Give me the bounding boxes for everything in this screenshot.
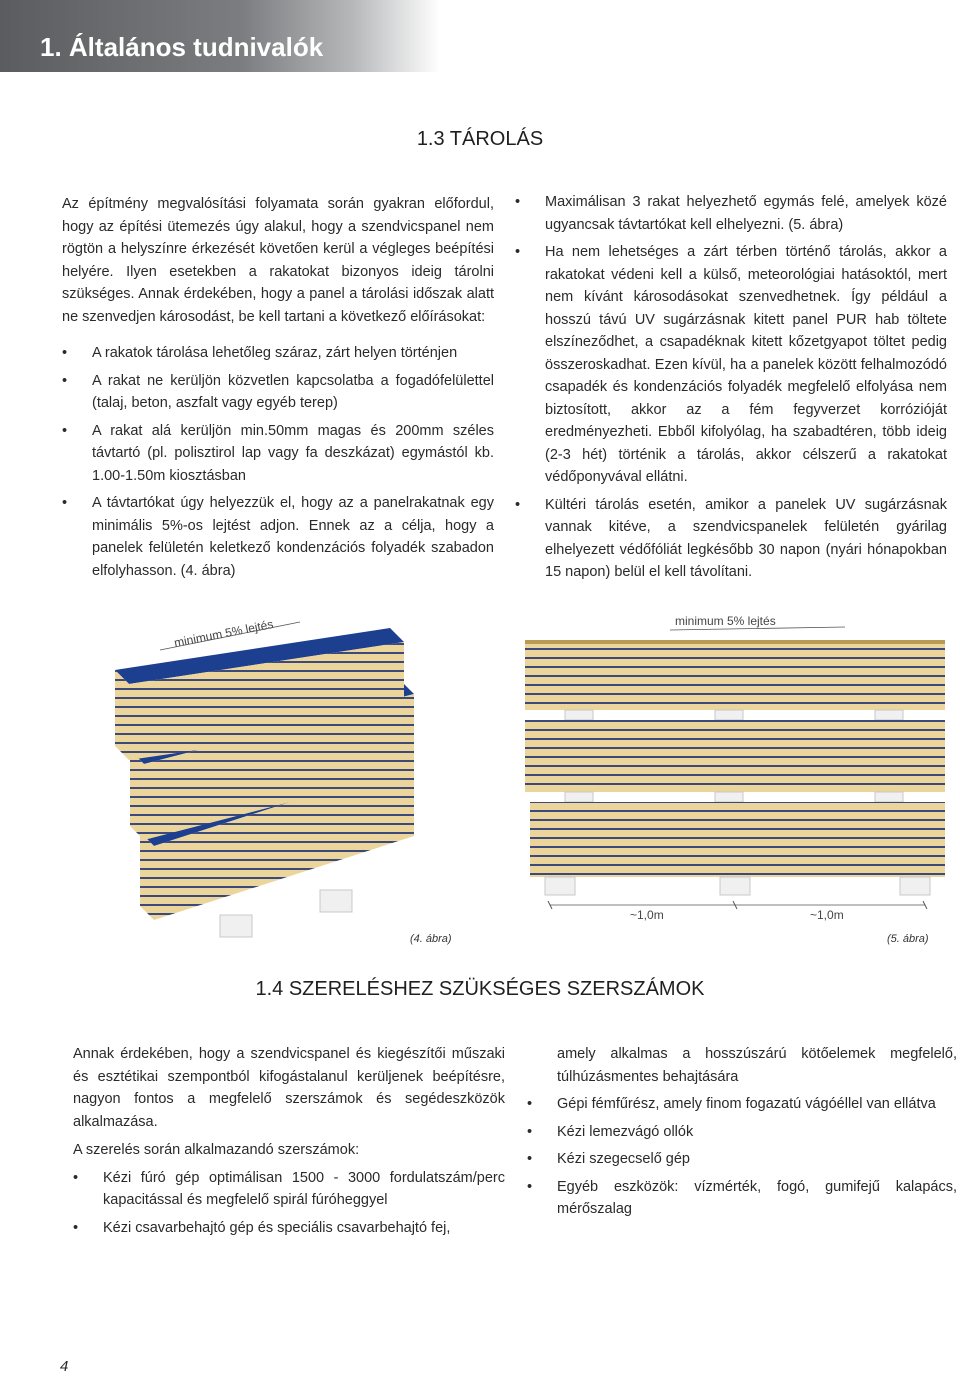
list-item: • Kézi csavarbehajtó gép és speciális csavarbehajtó fej, xyxy=(73,1217,505,1240)
bullet-icon: • xyxy=(73,1219,79,1236)
list-item: • A rakat alá kerüljön min.50mm magas és 200mm széles távtartó (pl. polisztirol lap vagy fa deszkázat) egymástól kb. 1.00-1.50m kiosztásban xyxy=(62,420,494,488)
page-number: 4 xyxy=(60,1358,69,1375)
fig4-slope-label: minimum 5% lejtés xyxy=(172,616,275,650)
storage-right-column xyxy=(515,191,947,584)
tools-intro-2: A szerelés során alkalmazandó szerszámok: xyxy=(73,1142,360,1158)
tools-right-list xyxy=(527,1093,957,1221)
tools-left-list xyxy=(73,1167,505,1240)
storage-left-column xyxy=(62,193,494,582)
section-title-storage: 1.3 TÁROLÁS xyxy=(416,128,544,150)
storage-right-list xyxy=(515,191,947,584)
list-item: • A távtartókat úgy helyezzük el, hogy az a panelrakatnak egy minimális 5%-os lejtést adjon. Ennek az a célja, hogy a panelek felületén keletkező kondenzációs folyadék szabadon elfolyhasson. (4. ábra) xyxy=(62,492,494,582)
fig4-caption: (4. ábra) xyxy=(410,933,452,945)
fig5-dim-2: ~1,0m xyxy=(810,908,844,922)
list-item: • Egyéb eszközök: vízmérték, fogó, gumifejű kalapács, mérőszalag xyxy=(527,1176,957,1221)
bullet-icon: • xyxy=(62,422,68,439)
chapter-title: 1. Általános tudnivalók xyxy=(40,32,324,62)
list-item: • Kézi szegecselő gép xyxy=(527,1148,957,1171)
figure-4-illustration xyxy=(100,600,480,940)
storage-left-list xyxy=(62,342,494,582)
tools-left-column xyxy=(73,1043,505,1239)
fig5-slope-label: minimum 5% lejtés xyxy=(675,614,776,628)
bullet-icon: • xyxy=(515,496,521,513)
bullet-icon: • xyxy=(515,194,521,210)
list-item: • Ha nem lehetséges a zárt térben történő tárolás, akkor a rakatokat védeni kell a külső, meteorológiai hatásoktól, mert nem kívánt károsodásokat szenvedhetnek. Így például a hosszú távú UV sugárzásnak kitett panel PUR hab töltete elszíneződhet, a csapadéknak kitett kőzetgyapot töltet pedig összeroskadhat. Ezen kívül, ha a panelek között felhalmozódó csapadék és kondenzációs folyadék megfelelő elfolyása nem biztosított, akkor az a fém fegyverzet korrózióját eredményezheti. Ebből kifolyólag, ha szabadtéren, több ideig (2-3 hét) történik a tárolás, akkor célszerű a rakatokat védőponyvával ellátni. xyxy=(515,241,947,489)
tools-intro: Annak érdekében, hogy a szendvicspanel és kiegészítői műszaki és esztétikai szempontból kifogástalanul kerüljenek beépítésre, nagyon fontos a megfelelő szerszámok és segédeszközök alkalmazása. xyxy=(73,1046,505,1130)
figure-5-illustration xyxy=(515,605,955,925)
list-item: • Kültéri tárolás esetén, amikor a panelek UV sugárzásnak vannak kitéve, a szendvicspanelek felületén gyárilag elhelyezett védőfóliát legkésőbb 30 napon (nyári hónapokban 15 napon) belül el kell távolítani. xyxy=(515,494,947,584)
list-item: • A rakatok tárolása lehetőleg száraz, zárt helyen történjen xyxy=(62,342,494,365)
list-item: • Gépi fémfűrész, amely finom fogazatú vágóéllel van ellátva xyxy=(527,1093,957,1116)
bullet-icon: • xyxy=(73,1169,79,1186)
storage-intro: Az építmény megvalósítási folyamata során gyakran előfordul, hogy az építési ütemezés úgy alakul, hogy a szendvicspanel nem rögtön a helyszínre érkezését követően kerül a végleges beépítési helyére. Ilyen esetekben a rakatokat bizonyos ideig tárolni szükséges. Annak érdekében, hogy a panel a tárolási időszak alatt ne szenvedjen károsodást, be kell tartani a következő előírásokat: xyxy=(62,196,494,325)
bullet-icon: • xyxy=(527,1151,533,1167)
panel-stack xyxy=(525,720,945,792)
section-title-tools: 1.4 SZERELÉSHEZ SZÜKSÉGES SZERSZÁMOK xyxy=(255,978,705,1000)
list-item: • Kézi lemezvágó ollók xyxy=(527,1121,957,1144)
list-item: • A rakat ne kerüljön közvetlen kapcsolatba a fogadófelülettel (talaj, beton, aszfalt vagy egyéb terep) xyxy=(62,370,494,415)
bullet-icon: • xyxy=(62,372,68,389)
list-item: • Maximálisan 3 rakat helyezhető egymás felé, amelyek közé ugyancsak távtartókat kell elhelyezni. (5. ábra) xyxy=(515,191,947,236)
bullet-icon: • xyxy=(515,244,521,260)
panel-stack xyxy=(530,802,945,877)
bullet-icon: • xyxy=(527,1096,533,1112)
tools-right-column xyxy=(527,1043,957,1221)
list-item: • Kézi fúró gép optimálisan 1500 - 3000 fordulatszám/perc kapacitással és megfelelő spirál fúróheggyel xyxy=(73,1167,505,1212)
panel-stack xyxy=(525,640,945,710)
fig5-caption: (5. ábra) xyxy=(887,933,929,945)
bullet-icon: • xyxy=(62,495,68,511)
tools-continuation: amely alkalmas a hosszúszárú kötőelemek megfelelő, túlhúzásmentes behajtására xyxy=(557,1046,957,1085)
bullet-icon: • xyxy=(527,1178,533,1195)
bullet-icon: • xyxy=(62,345,68,361)
bullet-icon: • xyxy=(527,1123,533,1140)
fig5-dim-1: ~1,0m xyxy=(630,908,664,922)
